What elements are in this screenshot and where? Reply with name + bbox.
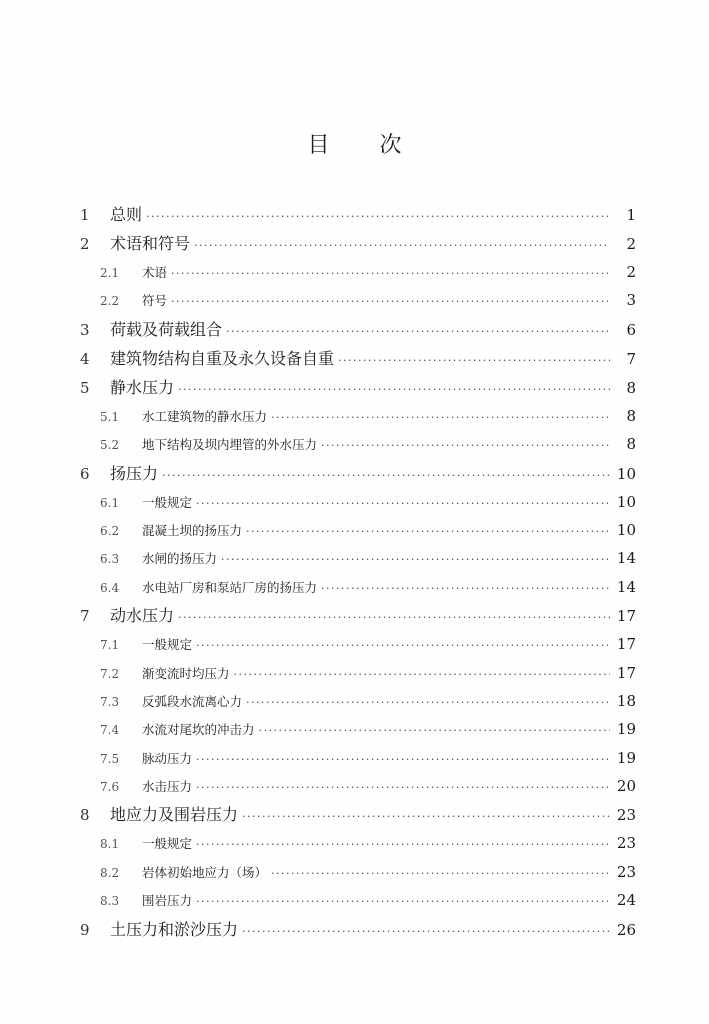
toc-dot-leader (242, 802, 610, 831)
toc-entry-label: 岩体初始地应力（场） (142, 864, 268, 880)
toc-section-entry[interactable] (80, 715, 636, 743)
toc-entry-number: 6.3 (100, 552, 120, 567)
toc-chapter-entry[interactable] (80, 315, 636, 344)
toc-entry-label: 地下结构及坝内埋管的外水压力 (142, 437, 318, 453)
toc-entry-page-number: 20 (616, 777, 636, 796)
toc-entry-page-number: 19 (616, 748, 636, 767)
toc-entry-page-number: 23 (616, 806, 636, 825)
toc-dot-leader (271, 404, 610, 432)
toc-section-entry[interactable] (80, 488, 636, 516)
toc-dot-leader (321, 575, 610, 603)
toc-entry-number: 8 (80, 806, 90, 825)
toc-dot-leader (221, 546, 610, 574)
toc-entry-number: 8.1 (100, 837, 120, 852)
toc-dot-leader (196, 774, 610, 802)
toc-entry-number: 8.2 (100, 865, 120, 880)
title-char-1: 目 (307, 133, 330, 158)
toc-dot-leader (178, 603, 610, 632)
toc-entry-label: 一般规定 (142, 637, 193, 653)
toc-section-entry[interactable] (80, 544, 636, 572)
toc-entry-number: 9 (80, 920, 90, 939)
toc-entry-label: 符号 (142, 293, 168, 309)
toc-chapter-entry[interactable] (80, 915, 636, 944)
toc-section-entry[interactable] (80, 744, 636, 772)
toc-chapter-entry[interactable] (80, 200, 636, 229)
toc-chapter-entry[interactable] (80, 800, 636, 829)
toc-entry-number: 7.3 (100, 694, 120, 709)
toc-entry-label: 荷载及荷载组合 (110, 319, 223, 339)
toc-entry-page-number: 8 (626, 378, 636, 397)
toc-section-entry[interactable] (80, 573, 636, 601)
toc-dot-leader (171, 260, 610, 288)
toc-entry-page-number: 14 (616, 577, 636, 596)
toc-dot-leader (178, 375, 610, 404)
toc-entry-number: 7.4 (100, 723, 120, 738)
toc-section-entry[interactable] (80, 886, 636, 914)
toc-entry-label: 围岩压力 (142, 893, 193, 909)
toc-entry-number: 2.2 (100, 294, 120, 309)
toc-dot-leader (196, 490, 610, 518)
toc-entry-number: 1 (80, 206, 90, 224)
toc-entry-page-number: 24 (616, 891, 636, 910)
toc-dot-leader (338, 346, 610, 375)
toc-entry-number: 7.6 (100, 780, 120, 795)
toc-entry-label: 水闸的扬压力 (142, 551, 218, 567)
toc-entry-label: 水电站厂房和泵站厂房的扬压力 (142, 579, 318, 595)
toc-dot-leader (171, 288, 610, 316)
toc-entry-page-number: 2 (626, 263, 636, 281)
toc-section-entry[interactable] (80, 687, 636, 715)
toc-entry-number: 2.1 (100, 266, 120, 280)
toc-entry-number: 2 (80, 235, 90, 253)
page-title (0, 128, 709, 159)
title-char-2: 次 (379, 133, 402, 158)
toc-dot-leader (259, 717, 610, 745)
toc-entry-label: 水流对尾坎的冲击力 (142, 722, 255, 738)
toc-entry-page-number: 7 (626, 349, 636, 368)
toc-entry-page-number: 23 (616, 862, 636, 881)
table-of-contents (80, 200, 636, 944)
toc-entry-number: 6.2 (100, 523, 120, 538)
toc-entry-number: 5 (80, 378, 90, 397)
toc-entry-label: 一般规定 (142, 494, 193, 510)
toc-entry-number: 7.2 (100, 666, 120, 681)
toc-section-entry[interactable] (80, 858, 636, 886)
toc-entry-page-number: 19 (616, 720, 636, 739)
toc-entry-page-number: 17 (616, 663, 636, 682)
toc-entry-number: 3 (80, 320, 90, 339)
toc-dot-leader (196, 888, 610, 916)
toc-entry-label: 水工建筑物的静水压力 (142, 408, 268, 424)
toc-dot-leader (271, 860, 610, 888)
toc-dot-leader (226, 317, 610, 346)
toc-entry-label: 静水压力 (110, 377, 175, 397)
toc-dot-leader (194, 231, 610, 260)
toc-entry-page-number: 14 (616, 549, 636, 568)
toc-entry-page-number: 10 (616, 520, 636, 539)
toc-entry-number: 4 (80, 349, 90, 368)
toc-entry-number: 7.1 (100, 638, 120, 653)
toc-section-entry[interactable] (80, 659, 636, 687)
toc-entry-page-number: 17 (616, 607, 636, 626)
toc-entry-number: 6 (80, 464, 90, 483)
toc-entry-label: 扬压力 (110, 463, 159, 483)
toc-chapter-entry[interactable] (80, 601, 636, 630)
toc-entry-label: 土压力和淤沙压力 (110, 919, 239, 939)
toc-entry-page-number: 8 (626, 406, 636, 425)
toc-entry-label: 水击压力 (142, 779, 193, 795)
toc-section-entry[interactable] (80, 402, 636, 430)
toc-entry-page-number: 17 (616, 635, 636, 654)
toc-entry-number: 6.1 (100, 495, 120, 510)
toc-dot-leader (246, 518, 610, 546)
toc-entry-label: 术语 (142, 265, 168, 280)
toc-entry-label: 地应力及围岩压力 (110, 805, 239, 825)
toc-chapter-entry[interactable] (80, 373, 636, 402)
toc-entry-number: 8.3 (100, 894, 120, 909)
toc-entry-number: 5.1 (100, 409, 120, 424)
toc-entry-label: 建筑物结构自重及永久设备自重 (110, 348, 335, 368)
toc-entry-page-number: 10 (616, 492, 636, 511)
toc-entry-number: 7 (80, 607, 90, 626)
toc-entry-page-number: 23 (616, 834, 636, 853)
toc-section-entry[interactable] (80, 286, 636, 314)
toc-section-entry[interactable] (80, 430, 636, 458)
toc-dot-leader (196, 831, 610, 859)
toc-section-entry[interactable] (80, 258, 636, 286)
toc-entry-page-number: 6 (626, 320, 636, 339)
toc-chapter-entry[interactable] (80, 229, 636, 258)
toc-chapter-entry[interactable] (80, 344, 636, 373)
toc-entry-page-number: 10 (616, 464, 636, 483)
toc-entry-page-number: 8 (626, 435, 636, 454)
toc-dot-leader (196, 746, 610, 774)
toc-entry-number: 7.5 (100, 751, 120, 766)
toc-entry-page-number: 18 (616, 691, 636, 710)
toc-dot-leader (234, 661, 610, 689)
toc-entry-label: 一般规定 (142, 836, 193, 852)
toc-dot-leader (242, 917, 610, 946)
toc-entry-page-number: 1 (626, 206, 636, 224)
toc-entry-number: 6.4 (100, 580, 120, 595)
toc-entry-label: 脉动压力 (142, 750, 193, 766)
toc-dot-leader (196, 632, 610, 660)
toc-dot-leader (146, 202, 610, 231)
toc-entry-label: 总则 (110, 205, 143, 224)
toc-entry-page-number: 3 (626, 291, 636, 310)
toc-dot-leader (321, 432, 610, 460)
toc-entry-page-number: 26 (616, 920, 636, 939)
toc-entry-number: 5.2 (100, 438, 120, 453)
toc-entry-page-number: 2 (626, 235, 636, 253)
toc-dot-leader (162, 461, 610, 490)
toc-entry-label: 术语和符号 (110, 234, 191, 253)
toc-chapter-entry[interactable] (80, 459, 636, 488)
toc-entry-label: 混凝土坝的扬压力 (142, 522, 243, 538)
toc-section-entry[interactable] (80, 772, 636, 800)
toc-entry-label: 动水压力 (110, 606, 175, 626)
toc-entry-label: 反弧段水流离心力 (142, 693, 243, 709)
toc-section-entry[interactable] (80, 516, 636, 544)
toc-section-entry[interactable] (80, 829, 636, 857)
toc-section-entry[interactable] (80, 630, 636, 658)
toc-entry-label: 渐变流时均压力 (142, 665, 230, 681)
toc-dot-leader (246, 689, 610, 717)
